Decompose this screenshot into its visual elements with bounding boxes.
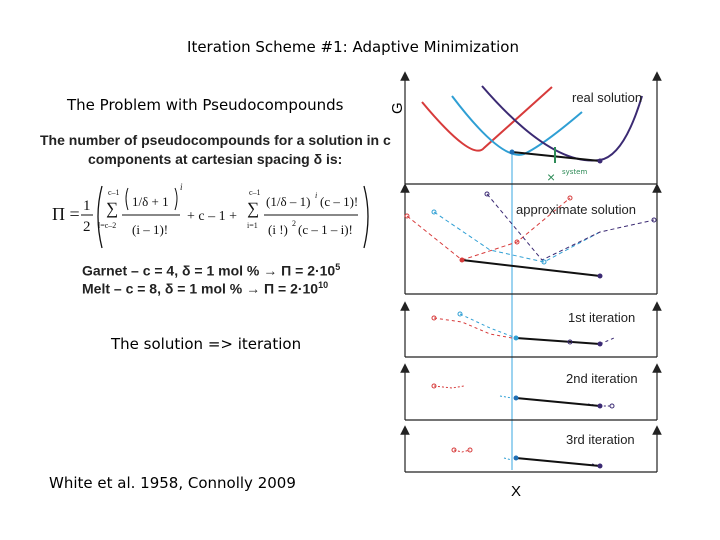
label-real-solution: real solution	[572, 90, 643, 105]
panel-1st-iteration	[405, 306, 657, 357]
formula-line-1: The number of pseudocompounds for a solution in c	[40, 132, 391, 148]
label-2nd-iteration: 2nd iteration	[566, 371, 638, 386]
svg-text:2: 2	[292, 219, 296, 228]
label-1st-iteration: 1st iteration	[568, 310, 636, 325]
svg-text:c–1: c–1	[249, 188, 261, 197]
formula-line-2: components at cartesian spacing δ is:	[88, 151, 343, 167]
panel-2nd-iteration	[405, 368, 657, 420]
svg-text:1: 1	[83, 198, 91, 214]
garnet-text: Garnet – c = 4, δ = 1 mol % → Π = 2·10	[82, 262, 336, 279]
svg-text:∑: ∑	[247, 199, 260, 218]
slide-title: Iteration Scheme #1: Adaptive Minimization	[187, 38, 519, 56]
citation: White et al. 1958, Connolly 2009	[49, 474, 296, 492]
iteration-figure	[389, 72, 662, 504]
svg-text:∑: ∑	[106, 199, 119, 218]
svg-text:i: i	[315, 191, 318, 200]
label-approximate-solution: approximate solution	[516, 202, 636, 217]
pseudocompound-formula	[40, 130, 391, 300]
svg-text:1/δ + 1: 1/δ + 1	[132, 194, 169, 209]
svg-text:c–1: c–1	[108, 188, 120, 197]
garnet-exponent: 5	[335, 262, 341, 272]
svg-text:i=1: i=1	[247, 221, 258, 230]
panel-approximate-solution	[405, 188, 657, 294]
solution-heading: The solution => iteration	[111, 335, 302, 353]
pi-equation	[40, 178, 375, 258]
garnet-estimate	[82, 262, 340, 279]
melt-text: Melt – c = 8, δ = 1 mol % → Π = 2·10	[82, 280, 319, 297]
svg-text:(i – 1)!: (i – 1)!	[132, 222, 169, 237]
svg-text:2: 2	[83, 219, 91, 235]
x-system-label: system	[562, 168, 588, 176]
svg-text:(i !): (i !)	[268, 222, 288, 237]
svg-text:(1/δ – 1): (1/δ – 1)	[266, 194, 311, 209]
melt-exponent: 10	[318, 280, 329, 290]
g-axis-label: G	[389, 102, 406, 114]
svg-text:(c – 1)!: (c – 1)!	[320, 194, 359, 209]
panel-3rd-iteration	[405, 430, 657, 472]
problem-heading: The Problem with Pseudocompounds	[67, 96, 344, 114]
label-3rd-iteration: 3rd iteration	[566, 432, 635, 447]
panel-real-solution	[405, 76, 657, 185]
x-axis-label: X	[511, 483, 522, 500]
svg-text:Π =: Π =	[52, 204, 80, 224]
svg-text:i: i	[180, 182, 183, 192]
melt-estimate	[82, 280, 328, 297]
svg-text:l=c–2: l=c–2	[98, 221, 117, 230]
svg-text:+ c – 1 +: + c – 1 +	[187, 209, 238, 224]
svg-text:×: ×	[547, 169, 556, 185]
svg-text:(c – 1 – i)!: (c – 1 – i)!	[298, 222, 353, 237]
